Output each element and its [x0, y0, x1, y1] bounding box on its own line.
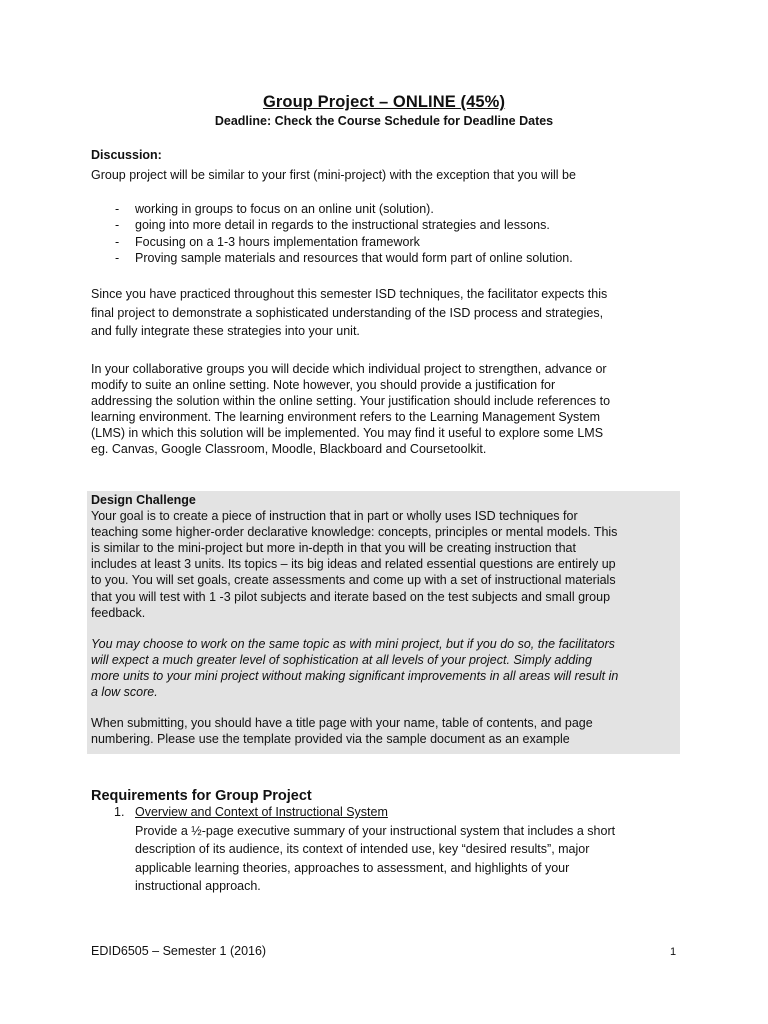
design-challenge-box: [87, 491, 680, 754]
bullet-marker: -: [115, 234, 120, 249]
footer-course: EDID6505 – Semester 1 (2016): [91, 944, 267, 958]
bullet-marker: -: [115, 202, 120, 216]
design-challenge-heading: Design Challenge: [91, 493, 196, 507]
discussion-intro: Group project will be similar to your first (mini-project) with the exception that you will be: [91, 168, 576, 182]
page-number: 1: [670, 946, 677, 958]
list-item: - Proving sample materials and resources that would form part of online solution.: [91, 250, 691, 266]
requirement-title: Overview and Context of Instructional System: [135, 805, 388, 819]
discussion-heading: Discussion:: [91, 148, 162, 162]
requirement-number: 1.: [114, 805, 125, 819]
list-item: - working in groups to focus on an online unit (solution).: [91, 201, 691, 217]
bullet-marker: -: [115, 218, 120, 233]
discussion-paragraph-2: In your collaborative groups you will decide which individual project to strengthen, advance or modify to suite an online setting. Note however, you should provide a justification for addressing the solution within the online setting. Your justification should include references to learning environment. The learning environment refers to the Learning Management System (LMS) in which this solution will be implemented. You may find it useful to explore some LMS eg. Canvas, Google Classroom, Moodle, Blackboard and Coursetoolkit.: [91, 362, 611, 456]
design-challenge-paragraph-2: You may choose to work on the same topic as with mini project, but if you do so, the facilitators will expect a much greater level of sophistication at all levels of your project. Simply adding more units to your mini project without making significant improvements in all areas will result in a low score.: [91, 636, 619, 700]
design-challenge-paragraph-3: When submitting, you should have a title page with your name, table of contents, and page numbering. Please use the template provided via the sample document as an example: [91, 716, 593, 747]
requirement-body: Provide a ½-page executive summary of your instructional system that includes a short description of its audience, its context of intended use, key “desired results”, major applicable learning theories, approaches to assessment, and highlights of your instructional approach.: [135, 823, 616, 894]
discussion-paragraph-1: Since you have practiced throughout this semester ISD techniques, the facilitator expects this final project to demonstrate a sophisticated understanding of the ISD process and strategies, and fully integrate these strategies into your unit.: [91, 287, 608, 338]
requirements-heading: Requirements for Group Project: [91, 788, 312, 804]
list-item: - Focusing on a 1-3 hours implementation framework: [91, 234, 691, 250]
design-challenge-paragraph-1: Your goal is to create a piece of instruction that in part or wholly uses ISD techniques for teaching some higher-order declarative knowledge: concepts, principles or mental models. This is similar to the mini-project but more in-depth in that you will be creating instruction that includes at least 3 units. Its topics – its big ideas and related essential questions are entirely up to you. You will set goals, create assessments and come up with a set of instructional materials that you will test with 1 -3 pilot subjects and iterate based on the test subjects and small group feedback.: [91, 509, 618, 620]
bullet-marker: -: [115, 250, 120, 265]
discussion-bullet-list: [91, 201, 691, 266]
list-item: - going into more detail in regards to the instructional strategies and lessons.: [91, 217, 691, 233]
deadline-subtitle: Deadline: Check the Course Schedule for Deadline Dates: [214, 114, 554, 128]
page-title: Group Project – ONLINE (45%): [262, 93, 506, 111]
